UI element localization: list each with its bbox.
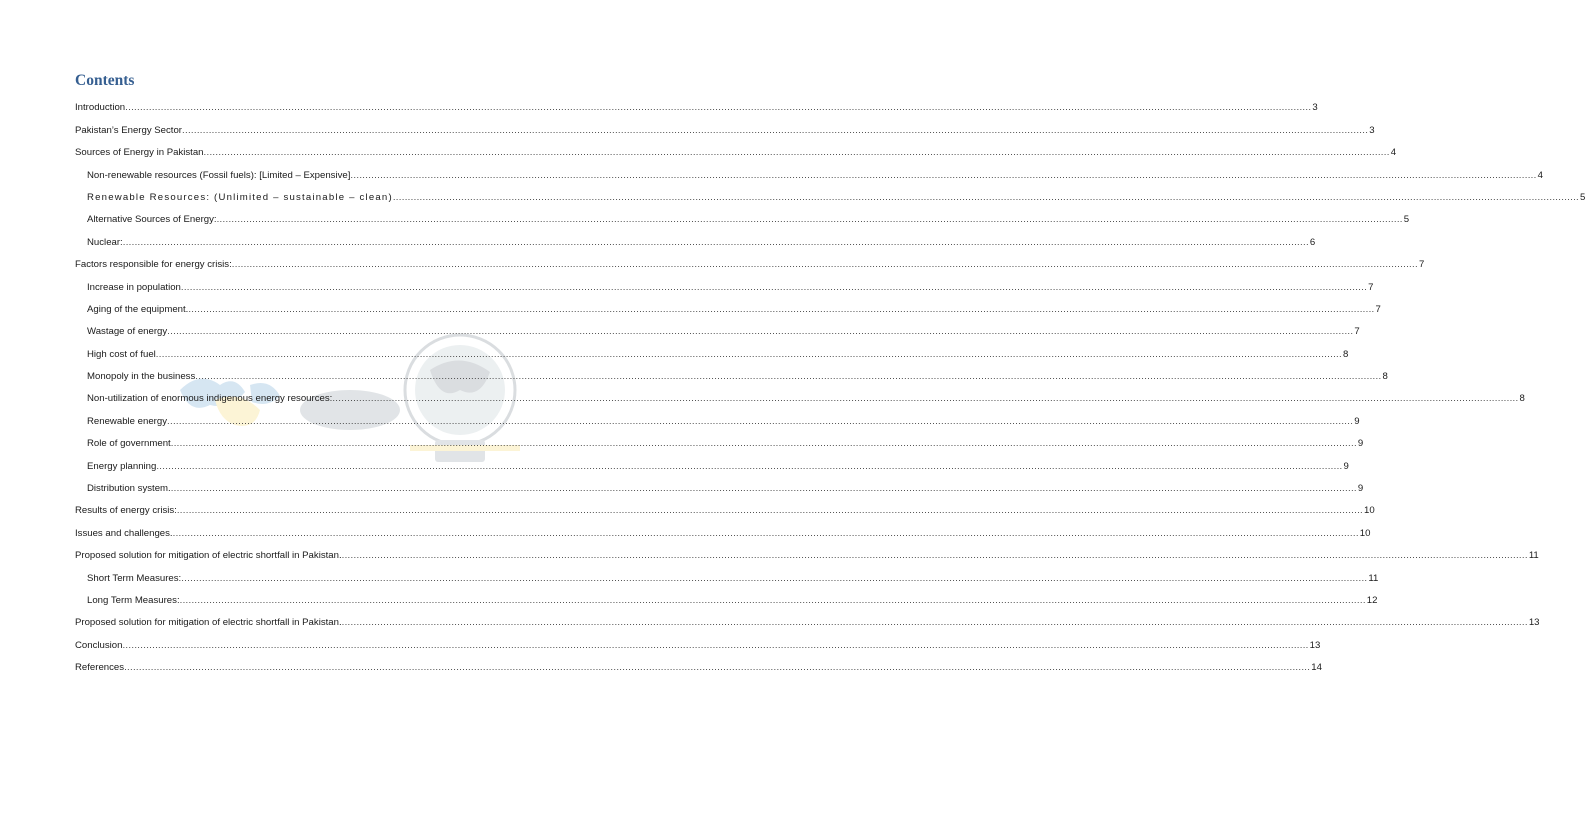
toc-entry-label[interactable]: Energy planning	[87, 460, 157, 472]
toc-page-number[interactable]: 10	[1359, 527, 1371, 539]
toc-entry-label[interactable]: Aging of the equipment.	[87, 303, 189, 315]
toc-page-number[interactable]: 7	[1375, 303, 1381, 315]
toc-entry[interactable]	[75, 429, 1364, 451]
toc-entry-label[interactable]: Renewable Resources: (Unlimited – sustainable – clean)	[87, 191, 393, 203]
toc-entry[interactable]	[75, 586, 1378, 608]
toc-page-number[interactable]: 7	[1368, 281, 1374, 293]
toc-entry-label[interactable]: Proposed solution for mitigation of electric shortfall in Pakistan.	[75, 617, 342, 629]
toc-page-number[interactable]: 7	[1418, 259, 1425, 271]
toc-entry-label[interactable]: Conclusion	[75, 639, 123, 651]
toc-entry[interactable]	[75, 384, 1525, 406]
toc-page-number[interactable]: 11	[1528, 550, 1539, 562]
toc-page-number[interactable]: 8	[1382, 371, 1388, 383]
toc-entry-label[interactable]: Non-renewable resources (Fossil fuels): [Limited – Expensive]	[87, 169, 351, 181]
toc-entry-label[interactable]: Results of energy crisis:	[75, 505, 177, 517]
toc-dot-leader: ................................................................................................................................................................................................................................................................................................................................................................................................................	[195, 371, 1382, 383]
toc-entry[interactable]	[75, 406, 1360, 428]
toc-entry-label[interactable]: Issues and challenges.	[75, 527, 173, 539]
toc-entry-label[interactable]: Sources of Energy in Pakistan	[75, 147, 204, 159]
toc-dot-leader: ................................................................................................................................................................................................................................................................................................................................................................................................................	[170, 483, 1357, 495]
toc-entry-label[interactable]: Non-utilization of enormous indigenous energy resources:	[87, 393, 333, 405]
toc-dot-leader: ................................................................................................................................................................................................................................................................................................................................................................................................................	[122, 236, 1309, 248]
toc-dot-leader: ................................................................................................................................................................................................................................................................................................................................................................................................................	[203, 147, 1390, 159]
toc-entry[interactable]	[75, 272, 1374, 294]
toc-dot-leader: ................................................................................................................................................................................................................................................................................................................................................................................................................	[172, 527, 1359, 539]
toc-entry[interactable]	[75, 205, 1410, 227]
toc-entry[interactable]	[75, 563, 1379, 585]
toc-page-number[interactable]: 6	[1309, 236, 1316, 248]
toc-page-number[interactable]: 5	[1580, 191, 1585, 203]
toc-entry[interactable]	[75, 518, 1371, 540]
toc-dot-leader: ................................................................................................................................................................................................................................................................................................................................................................................................................	[180, 281, 1368, 293]
toc-entry-label[interactable]: Introduction	[75, 102, 126, 114]
toc-entry[interactable]	[75, 451, 1349, 473]
toc-entry-label[interactable]: References	[75, 662, 125, 674]
toc-entry[interactable]	[75, 541, 1539, 563]
toc-entry-label[interactable]: Pakistan’s Energy Sector	[75, 124, 183, 136]
toc-entry-label[interactable]: Role of government	[87, 438, 171, 450]
toc-dot-leader: ................................................................................................................................................................................................................................................................................................................................................................................................................	[332, 393, 1519, 405]
toc-page-number[interactable]: 8	[1519, 393, 1525, 405]
toc-entry[interactable]	[75, 115, 1375, 137]
toc-dot-leader: ................................................................................................................................................................................................................................................................................................................................................................................................................	[188, 303, 1375, 315]
toc-entry-label[interactable]: Increase in population	[87, 281, 181, 293]
toc-dot-leader: ................................................................................................................................................................................................................................................................................................................................................................................................................	[170, 438, 1357, 450]
toc-dot-leader: ................................................................................................................................................................................................................................................................................................................................................................................................................	[122, 639, 1309, 651]
toc-page-number[interactable]: 7	[1354, 326, 1360, 338]
toc-entry[interactable]	[75, 183, 1585, 205]
toc-entry-label[interactable]: Distribution system.	[87, 483, 171, 495]
toc-entry[interactable]	[75, 362, 1388, 384]
toc-dot-leader: ................................................................................................................................................................................................................................................................................................................................................................................................................	[167, 415, 1354, 427]
toc-dot-leader: ................................................................................................................................................................................................................................................................................................................................................................................................................	[155, 348, 1342, 360]
toc-page-number[interactable]: 9	[1343, 460, 1349, 472]
toc-dot-leader: ................................................................................................................................................................................................................................................................................................................................................................................................................	[231, 259, 1418, 271]
toc-entry-label[interactable]: Short Term Measures:	[87, 572, 182, 584]
toc-entry-label[interactable]: Wastage of energy	[87, 326, 168, 338]
toc-dot-leader: ................................................................................................................................................................................................................................................................................................................................................................................................................	[125, 102, 1312, 114]
toc-entry-label[interactable]: Alternative Sources of Energy:	[87, 214, 217, 226]
toc-page-number[interactable]: 12	[1366, 594, 1378, 606]
toc-entry[interactable]	[75, 138, 1397, 160]
toc-dot-leader: ................................................................................................................................................................................................................................................................................................................................................................................................................	[216, 214, 1403, 226]
toc-page-number[interactable]: 11	[1368, 572, 1379, 584]
toc-entry-label[interactable]: High cost of fuel	[87, 348, 156, 360]
toc-entry[interactable]	[75, 339, 1349, 361]
toc-entry[interactable]	[75, 474, 1364, 496]
toc-entry-label[interactable]: Factors responsible for energy crisis:	[75, 259, 232, 271]
toc-page-number[interactable]: 3	[1369, 124, 1375, 136]
toc-entry[interactable]	[75, 496, 1375, 518]
toc-entry[interactable]	[75, 295, 1381, 317]
toc-page-number[interactable]: 4	[1537, 169, 1543, 181]
toc-page-number[interactable]: 13	[1309, 639, 1321, 651]
toc-page-number[interactable]: 3	[1312, 102, 1318, 114]
toc-dot-leader: ................................................................................................................................................................................................................................................................................................................................................................................................................	[176, 505, 1364, 517]
toc-page-number[interactable]: 13	[1528, 617, 1540, 629]
toc-dot-leader: ................................................................................................................................................................................................................................................................................................................................................................................................................	[341, 550, 1528, 562]
toc-page-number[interactable]: 10	[1364, 505, 1375, 517]
toc-entry[interactable]	[75, 653, 1322, 675]
toc-page-number[interactable]: 8	[1342, 348, 1349, 360]
toc-dot-leader: ................................................................................................................................................................................................................................................................................................................................................................................................................	[167, 326, 1354, 338]
contents-heading: Contents	[75, 72, 135, 89]
toc-entry[interactable]	[75, 93, 1318, 115]
toc-entry-label[interactable]: Monopoly in the business	[87, 371, 196, 383]
toc-dot-leader: ................................................................................................................................................................................................................................................................................................................................................................................................................	[181, 572, 1368, 584]
toc-entry[interactable]	[75, 317, 1360, 339]
toc-dot-leader: ................................................................................................................................................................................................................................................................................................................................................................................................................	[179, 594, 1366, 606]
toc-entry[interactable]	[75, 630, 1321, 652]
table-of-contents	[75, 93, 1585, 675]
toc-page-number[interactable]: 9	[1357, 483, 1364, 495]
toc-entry-label[interactable]: Nuclear:	[87, 236, 123, 248]
toc-entry-label[interactable]: Renewable energy	[87, 415, 168, 427]
toc-dot-leader: ................................................................................................................................................................................................................................................................................................................................................................................................................	[124, 662, 1311, 674]
toc-entry[interactable]	[75, 608, 1540, 630]
toc-dot-leader: ................................................................................................................................................................................................................................................................................................................................................................................................................	[156, 460, 1343, 472]
toc-page-number[interactable]: 5	[1403, 214, 1410, 226]
toc-entry-label[interactable]: Long Term Measures:	[87, 594, 180, 606]
toc-dot-leader: ................................................................................................................................................................................................................................................................................................................................................................................................................	[392, 191, 1580, 203]
toc-entry[interactable]	[75, 250, 1425, 272]
toc-page-number[interactable]: 9	[1357, 438, 1364, 450]
toc-entry-label[interactable]: Proposed solution for mitigation of electric shortfall in Pakistan.	[75, 550, 342, 562]
toc-page-number[interactable]: 9	[1354, 415, 1360, 427]
toc-entry[interactable]	[75, 160, 1543, 182]
toc-dot-leader: ................................................................................................................................................................................................................................................................................................................................................................................................................	[350, 169, 1537, 181]
toc-page-number[interactable]: 4	[1390, 147, 1397, 159]
toc-page-number[interactable]: 14	[1311, 662, 1322, 674]
toc-entry[interactable]	[75, 227, 1316, 249]
toc-dot-leader: ................................................................................................................................................................................................................................................................................................................................................................................................................	[341, 617, 1528, 629]
toc-dot-leader: ................................................................................................................................................................................................................................................................................................................................................................................................................	[182, 124, 1369, 136]
